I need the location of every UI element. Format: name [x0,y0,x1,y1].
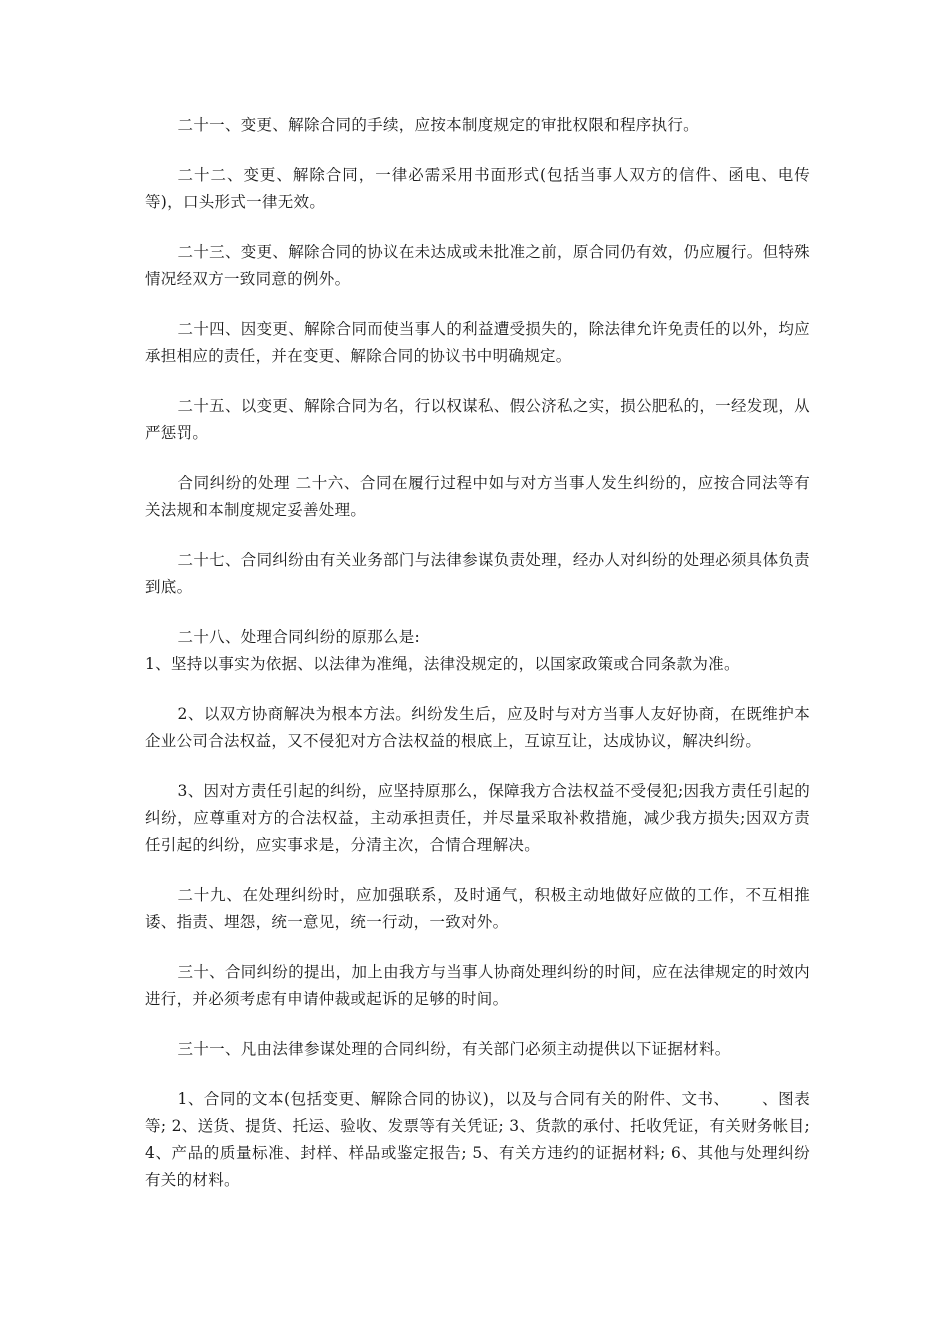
paragraph-30: 三十、合同纠纷的提出，加上由我方与当事人协商处理纠纷的时间，应在法律规定的时效内进行，并必须考虑有申请仲裁或起诉的足够的时间。 [145,963,810,1008]
paragraph-23: 二十三、变更、解除合同的协议在未达成或未批准之前，原合同仍有效，仍应履行。但特殊情况经双方一致同意的例外。 [145,243,810,288]
paragraph-24: 二十四、因变更、解除合同而使当事人的利益遭受损失的，除法律允许免责任的以外，均应承担相应的责任，并在变更、解除合同的协议书中明确规定。 [145,320,810,365]
paragraph-31-evidence-list: 1、合同的文本(包括变更、解除合同的协议)，以及与合同有关的附件、文书、 、图表等; 2、送货、提货、托运、验收、发票等有关凭证; 3、货款的承付、托收凭证，有关财务帐目; 4、产品的质量标准、封样、样品或鉴定报告; 5、有关方违约的证据材料; 6、其他与处理纠纷有关的材料。 [145,1090,816,1189]
paragraph-29: 二十九、在处理纠纷时，应加强联系，及时通气，积极主动地做好应做的工作，不互相推诿、指责、埋怨，统一意见，统一行动，一致对外。 [145,886,810,931]
paragraph-27: 二十七、合同纠纷由有关业务部门与法律参谋负责处理，经办人对纠纷的处理必须具体负责到底。 [145,551,810,596]
paragraph-25: 二十五、以变更、解除合同为名，行以权谋私、假公济私之实，损公肥私的，一经发现，从严惩罚。 [145,397,810,442]
document-body [145,112,816,1217]
paragraph-21: 二十一、变更、解除合同的手续，应按本制度规定的审批权限和程序执行。 [177,116,699,134]
paragraph-31: 三十一、凡由法律参谋处理的合同纠纷，有关部门必须主动提供以下证据材料。 [177,1040,731,1058]
paragraph-28-item-1: 1、坚持以事实为依据、以法律为准绳，法律没规定的，以国家政策或合同条款为准。 [145,655,740,673]
paragraph-28-item-3: 3、因对方责任引起的纠纷，应坚持原那么，保障我方合法权益不受侵犯;因我方责任引起的纠纷，应尊重对方的合法权益，主动承担责任，并尽量采取补救措施，减少我方损失;因双方责任引起的纠纷，应实事求是，分清主次，合情合理解决。 [145,782,810,854]
paragraph-28-item-2: 2、以双方协商解决为根本方法。纠纷发生后，应及时与对方当事人友好协商，在既维护本企业公司合法权益，又不侵犯对方合法权益的根底上，互谅互让，达成协议，解决纠纷。 [145,705,810,750]
paragraph-26: 合同纠纷的处理 二十六、合同在履行过程中如与对方当事人发生纠纷的，应按合同法等有关法规和本制度规定妥善处理。 [145,474,810,519]
paragraph-22: 二十二、变更、解除合同，一律必需采用书面形式(包括当事人双方的信件、函电、电传等)，口头形式一律无效。 [145,166,810,211]
paragraph-28: 二十八、处理合同纠纷的原那么是: [177,628,421,646]
